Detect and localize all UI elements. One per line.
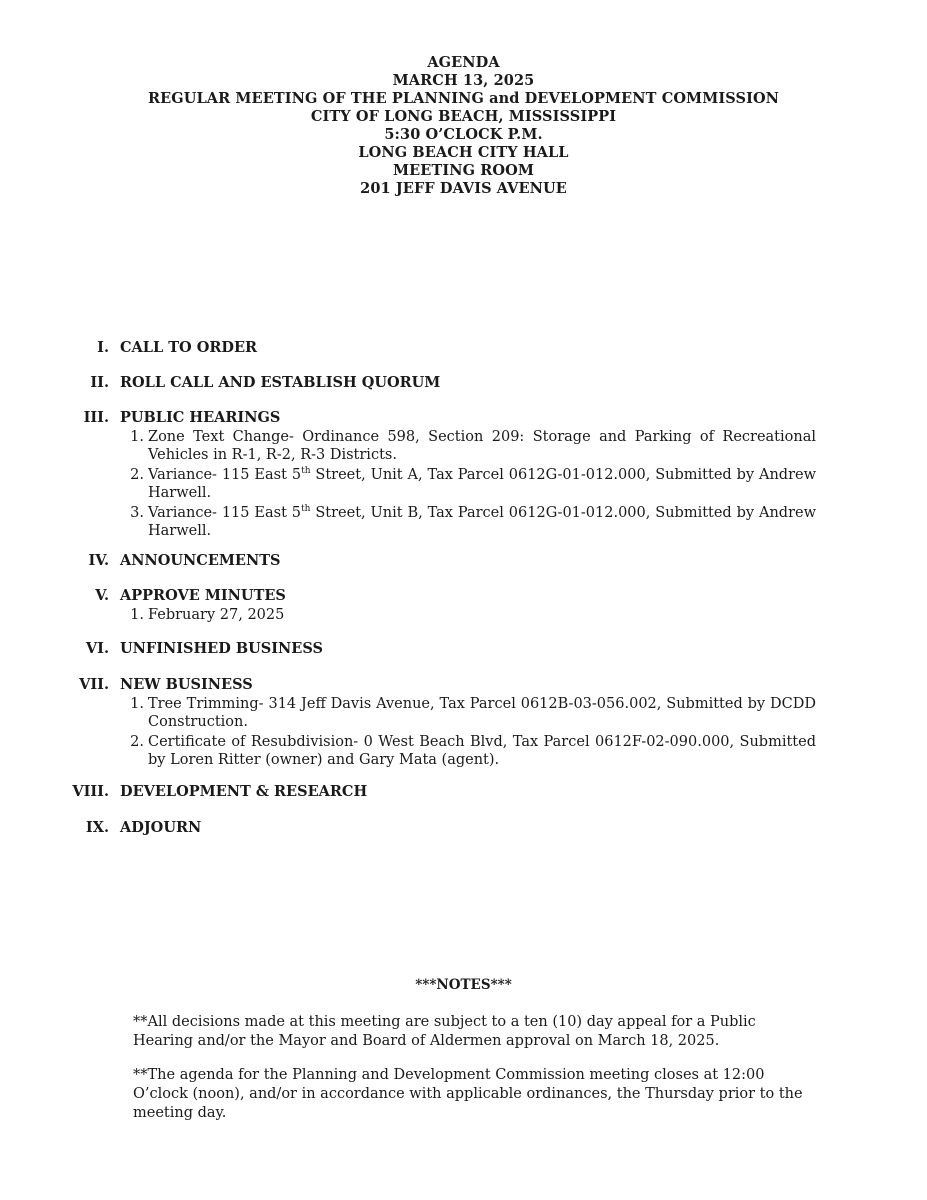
item-text: Zone Text Change- Ordinance 598, Section 209: Storage and Parking of Recreational Vehicles in R-1, R-2, R-3 Districts. xyxy=(148,429,816,463)
section-adjourn xyxy=(0,819,927,838)
header-line-date: MARCH 13, 2025 xyxy=(392,72,535,89)
section-numeral: III. xyxy=(83,409,109,426)
item-text: Tree Trimming- 314 Jeff Davis Avenue, Tax Parcel 0612B-03-056.002, Submitted by DCDD Construction. xyxy=(148,696,816,730)
list-item xyxy=(0,504,927,540)
header-line-time: 5:30 O’CLOCK P.M. xyxy=(384,126,543,143)
item-text: Variance- 115 East 5th Street, Unit A, Tax Parcel 0612G-01-012.000, Submitted by Andrew Harwell. xyxy=(148,466,816,501)
section-roll-call xyxy=(0,374,927,393)
header-line-venue: LONG BEACH CITY HALL xyxy=(358,144,569,161)
section-numeral: VII. xyxy=(79,676,109,693)
item-number: 3. xyxy=(130,505,144,521)
notes-title: ***NOTES*** xyxy=(415,977,512,993)
section-approve-minutes xyxy=(0,587,927,624)
section-title: ROLL CALL AND ESTABLISH QUORUM xyxy=(120,374,441,391)
section-title: APPROVE MINUTES xyxy=(120,587,286,604)
section-numeral: V. xyxy=(95,587,109,604)
header-line-city: CITY OF LONG BEACH, MISSISSIPPI xyxy=(310,108,617,125)
item-text: Variance- 115 East 5th Street, Unit B, Tax Parcel 0612G-01-012.000, Submitted by Andrew Harwell. xyxy=(148,504,816,539)
section-announcements xyxy=(0,552,927,571)
section-title: CALL TO ORDER xyxy=(120,339,258,356)
header-line-agenda: AGENDA xyxy=(427,54,500,71)
list-item xyxy=(0,695,927,731)
section-new-business xyxy=(0,676,927,769)
section-call-to-order xyxy=(0,339,927,358)
section-title: UNFINISHED BUSINESS xyxy=(120,640,323,657)
list-item xyxy=(0,606,927,624)
item-number: 1. xyxy=(130,607,144,623)
section-numeral: I. xyxy=(97,339,109,356)
section-numeral: IX. xyxy=(85,819,109,836)
section-numeral: VI. xyxy=(85,640,109,657)
header-line-room: MEETING ROOM xyxy=(393,162,534,179)
section-title: ANNOUNCEMENTS xyxy=(120,552,281,569)
section-title: DEVELOPMENT & RESEARCH xyxy=(120,783,368,800)
section-title: NEW BUSINESS xyxy=(120,676,253,693)
item-text: Certificate of Resubdivision- 0 West Beach Blvd, Tax Parcel 0612F-02-090.000, Submitted by Loren Ritter (owner) and Gary Mata (agent). xyxy=(148,734,816,768)
item-number: 1. xyxy=(130,696,144,712)
list-item xyxy=(0,733,927,769)
note-agenda-deadline: **The agenda for the Planning and Development Commission meeting closes at 12:00 O’clock (noon), and/or in accordance with applicable ordinances, the Thursday prior to the meeting day. xyxy=(133,1067,803,1121)
section-public-hearings xyxy=(0,409,927,540)
note-appeal: **All decisions made at this meeting are subject to a ten (10) day appeal for a Public Hearing and/or the Mayor and Board of Aldermen approval on March 18, 2025. xyxy=(133,1014,756,1049)
header-line-address: 201 JEFF DAVIS AVENUE xyxy=(360,180,567,197)
item-number: 2. xyxy=(130,734,144,750)
header-line-meeting: REGULAR MEETING OF THE PLANNING and DEVELOPMENT COMMISSION xyxy=(147,90,780,107)
item-number: 1. xyxy=(130,429,144,445)
section-numeral: IV. xyxy=(88,552,109,569)
item-text: February 27, 2025 xyxy=(148,607,285,623)
section-unfinished-business xyxy=(0,640,927,659)
item-number: 2. xyxy=(130,467,144,483)
list-item xyxy=(0,466,927,502)
list-item xyxy=(0,428,927,464)
section-title: PUBLIC HEARINGS xyxy=(120,409,281,426)
section-numeral: VIII. xyxy=(72,783,109,800)
section-title: ADJOURN xyxy=(120,819,202,836)
agenda-header xyxy=(0,54,927,198)
section-development-research xyxy=(0,783,927,802)
section-numeral: II. xyxy=(90,374,109,391)
